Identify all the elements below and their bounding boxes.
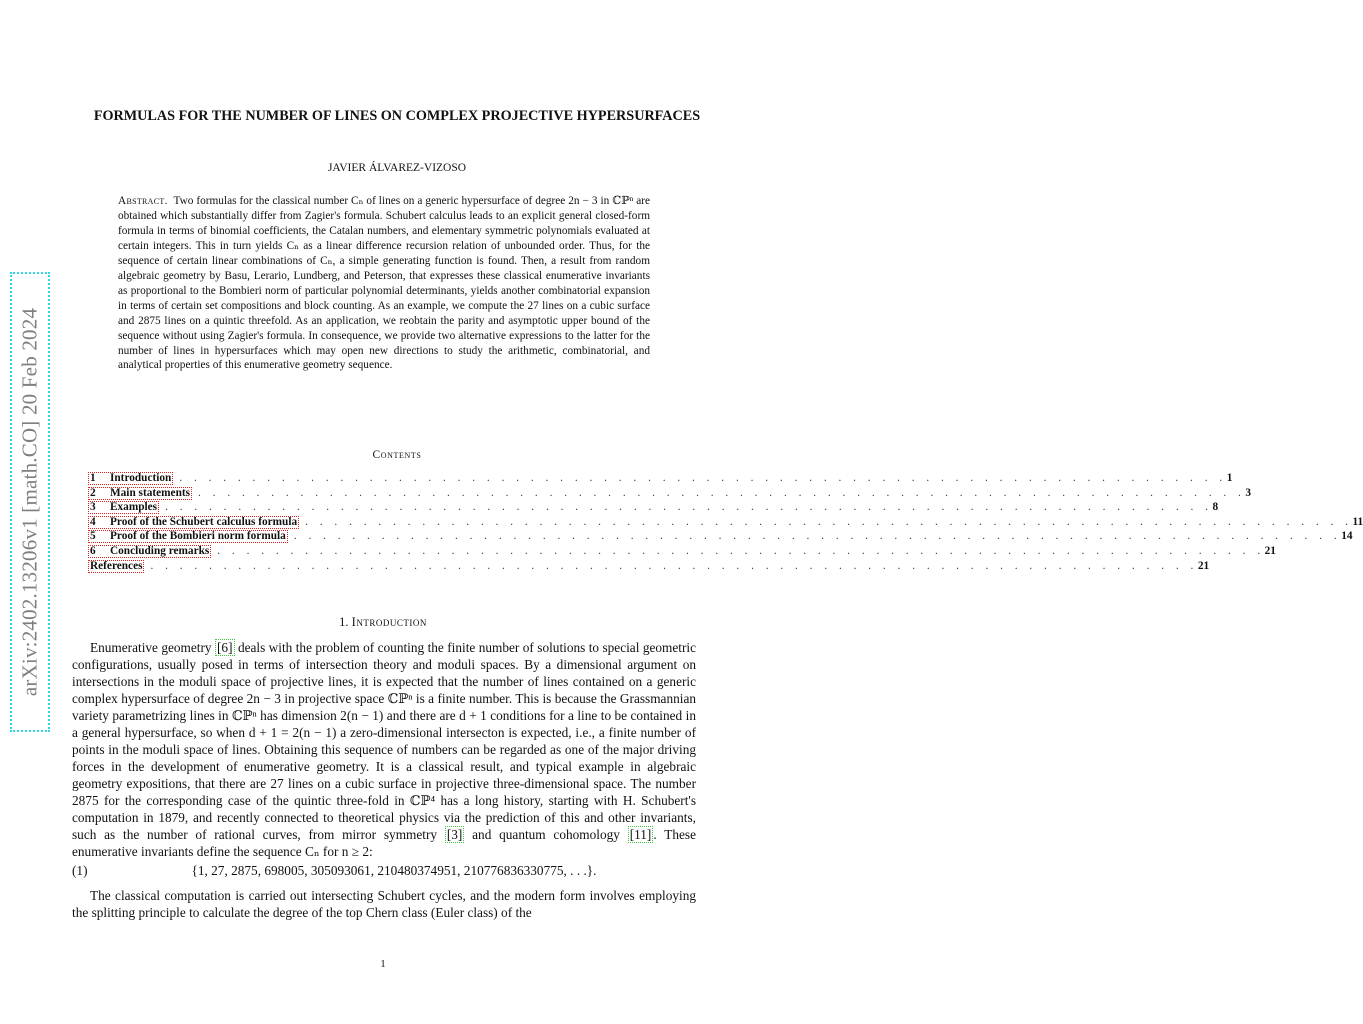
abstract-text: Two formulas for the classical number Cₙ of lines on a generic hypersurface of degree 2n − 3 in ℂℙⁿ are obtained which substantially differ from Zagier's formula. Schubert calculus leads to an explicit general closed-form formula in terms of binomial coefficients, the Catalan numbers, and elementary symmetric polynomials evaluated at certain integers. This in turn yields Cₙ as a linear difference recursion relation of unbounded order. Thus, for the sequence of certain linear combinations of Cₙ, a simple generating function is found. Then, a result from random algebraic geometry by Basu, Lerario, Lundberg, and Peterson, that expresses these classical enumerative invariants as proportional to the Bombieri norm of particular polynomial determinants, yields another combinatorial expansion in terms of certain set compositions and block counting. As an example, we compute the 27 lines on a cubic surface and 2875 lines on a quintic threefold. As an application, we reobtain the parity and asymptotic upper bound of the sequence without using Zagier's formula. In consequence, we provide two alternative expressions to the latter for the number of lines in hypersurfaces which may open new directions to study the arithmetic, combinatorial, and analytical properties of this enumerative geometry sequence.: [118, 195, 650, 372]
arxiv-sidebar[interactable]: [10, 272, 50, 732]
toc-page: 21: [1197, 559, 1210, 572]
toc-link[interactable]: 2 Main statements: [90, 486, 191, 499]
toc-leader: . . . . . . . . . . . . . . . . . . . . . . . . . . . . . . . . . . . . . . . . . . . . . . . . . . . . . . . . . . . . . . . . . . . . . . . .: [217, 544, 1265, 557]
toc-row[interactable]: [88, 515, 1363, 531]
toc-page: 8: [1212, 501, 1219, 514]
table-of-contents: [88, 472, 1363, 574]
section-title: Introduction: [351, 615, 427, 629]
paper-title: FORMULAS FOR THE NUMBER OF LINES ON COMPLEX PROJECTIVE HYPERSURFACES: [93, 108, 701, 124]
equation-content: {1, 27, 2875, 698005, 305093061, 210480374951, 210776836330775, . . .}.: [191, 863, 597, 878]
toc-leader: . . . . . . . . . . . . . . . . . . . . . . . . . . . . . . . . . . . . . . . . . . . . . . . . . . . . . . . . . . . . . . . . . . . . . . . .: [198, 486, 1246, 499]
toc-link[interactable]: 5 Proof of the Bombieri norm formula: [90, 530, 286, 543]
toc-row[interactable]: [88, 501, 1219, 516]
citation-link[interactable]: [6]: [217, 640, 233, 655]
toc-link[interactable]: 3 Examples: [90, 501, 158, 514]
section-number: 1.: [339, 615, 349, 629]
toc-page: 11: [1352, 515, 1363, 528]
contents-title: Contents: [372, 449, 422, 461]
toc-leader: . . . . . . . . . . . . . . . . . . . . . . . . . . . . . . . . . . . . . . . . . . . . . . . . . . . . . . . . . . . . . . . . . . . . . . . .: [305, 515, 1353, 528]
abstract-heading: Abstract.: [118, 195, 168, 207]
toc-row[interactable]: [88, 544, 1276, 560]
toc-row[interactable]: [88, 530, 1353, 545]
page-number: 1: [380, 958, 386, 970]
paragraph: The classical computation is carried out intersecting Schubert cycles, and the modern form involves employing the splitting principle to calculate the degree of the top Chern class (Euler class) of the: [72, 888, 696, 920]
section-body: [72, 639, 696, 921]
toc-page: 3: [1245, 486, 1252, 499]
toc-row[interactable]: [88, 559, 1210, 575]
toc-page: 1: [1226, 472, 1233, 484]
paper-author: JAVIER ÁLVAREZ-VIZOSO: [327, 162, 467, 174]
toc-leader: . . . . . . . . . . . . . . . . . . . . . . . . . . . . . . . . . . . . . . . . . . . . . . . . . . . . . . . . . . . . . . . . . . . . . . . .: [150, 559, 1198, 572]
toc-page: 21: [1264, 544, 1276, 557]
toc-leader: . . . . . . . . . . . . . . . . . . . . . . . . . . . . . . . . . . . . . . . . . . . . . . . . . . . . . . . . . . . . . . . . . . . . . . . .: [179, 472, 1227, 484]
toc-link[interactable]: 1 Introduction: [90, 472, 172, 484]
toc-page: 14: [1341, 530, 1353, 543]
toc-link[interactable]: 4 Proof of the Schubert calculus formula: [90, 515, 298, 528]
equation: [72, 862, 696, 879]
arxiv-id[interactable]: arXiv:2402.13206v1 [math.CO] 20 Feb 2024: [17, 307, 42, 697]
toc-link[interactable]: References: [90, 559, 143, 572]
paragraph: Enumerative geometry [6] deals with the problem of counting the finite number of solutions to special geometric configurations, usually posed in terms of intersection theory and moduli spaces. By a dimensional argument on intersections in the moduli space of projective lines, it is expected that the number of lines contained on a generic complex hypersurface of degree 2n − 3 in projective space ℂℙⁿ is a finite number. This is because the Grassmannian variety parametrizing lines in ℂℙⁿ has dimension 2(n − 1) and there are d + 1 conditions for a line to be contained in a general hypersurface, so when d + 1 = 2(n − 1) a zero-dimensional intersecton is expected, i.e., a finite number of points in the moduli space of lines. Obtaining this sequence of numbers can be regarded as one of the major driving forces in the development of enumerative geometry. It is a classical result, and typical example in algebraic geometry expositions, that there are 27 lines on a cubic surface in projective three-dimensional space. The number 2875 for the corresponding case of the quintic three-fold in ℂℙ⁴ has a long history, starting with H. Schubert's computation in 1879, and recently connected to theoretical physics via the prediction of this and other invariants, such as the number of rational curves, from mirror symmetry [3] and quantum cohomology [11] . These enumerative invariants define the sequence Cₙ for n ≥ 2:: [72, 640, 696, 859]
toc-leader: . . . . . . . . . . . . . . . . . . . . . . . . . . . . . . . . . . . . . . . . . . . . . . . . . . . . . . . . . . . . . . . . . . . . . . . .: [293, 530, 1342, 543]
toc-link[interactable]: 6 Concluding remarks: [90, 544, 210, 557]
citation-link[interactable]: [11]: [629, 827, 652, 842]
citation-link[interactable]: [3]: [446, 827, 463, 842]
equation-number: (1): [72, 863, 88, 878]
section-heading: [72, 615, 694, 630]
toc-row[interactable]: [88, 486, 1252, 502]
toc-row[interactable]: [88, 472, 1233, 487]
abstract: [118, 194, 650, 373]
toc-leader: . . . . . . . . . . . . . . . . . . . . . . . . . . . . . . . . . . . . . . . . . . . . . . . . . . . . . . . . . . . . . . . . . . . . . . . .: [165, 501, 1213, 514]
